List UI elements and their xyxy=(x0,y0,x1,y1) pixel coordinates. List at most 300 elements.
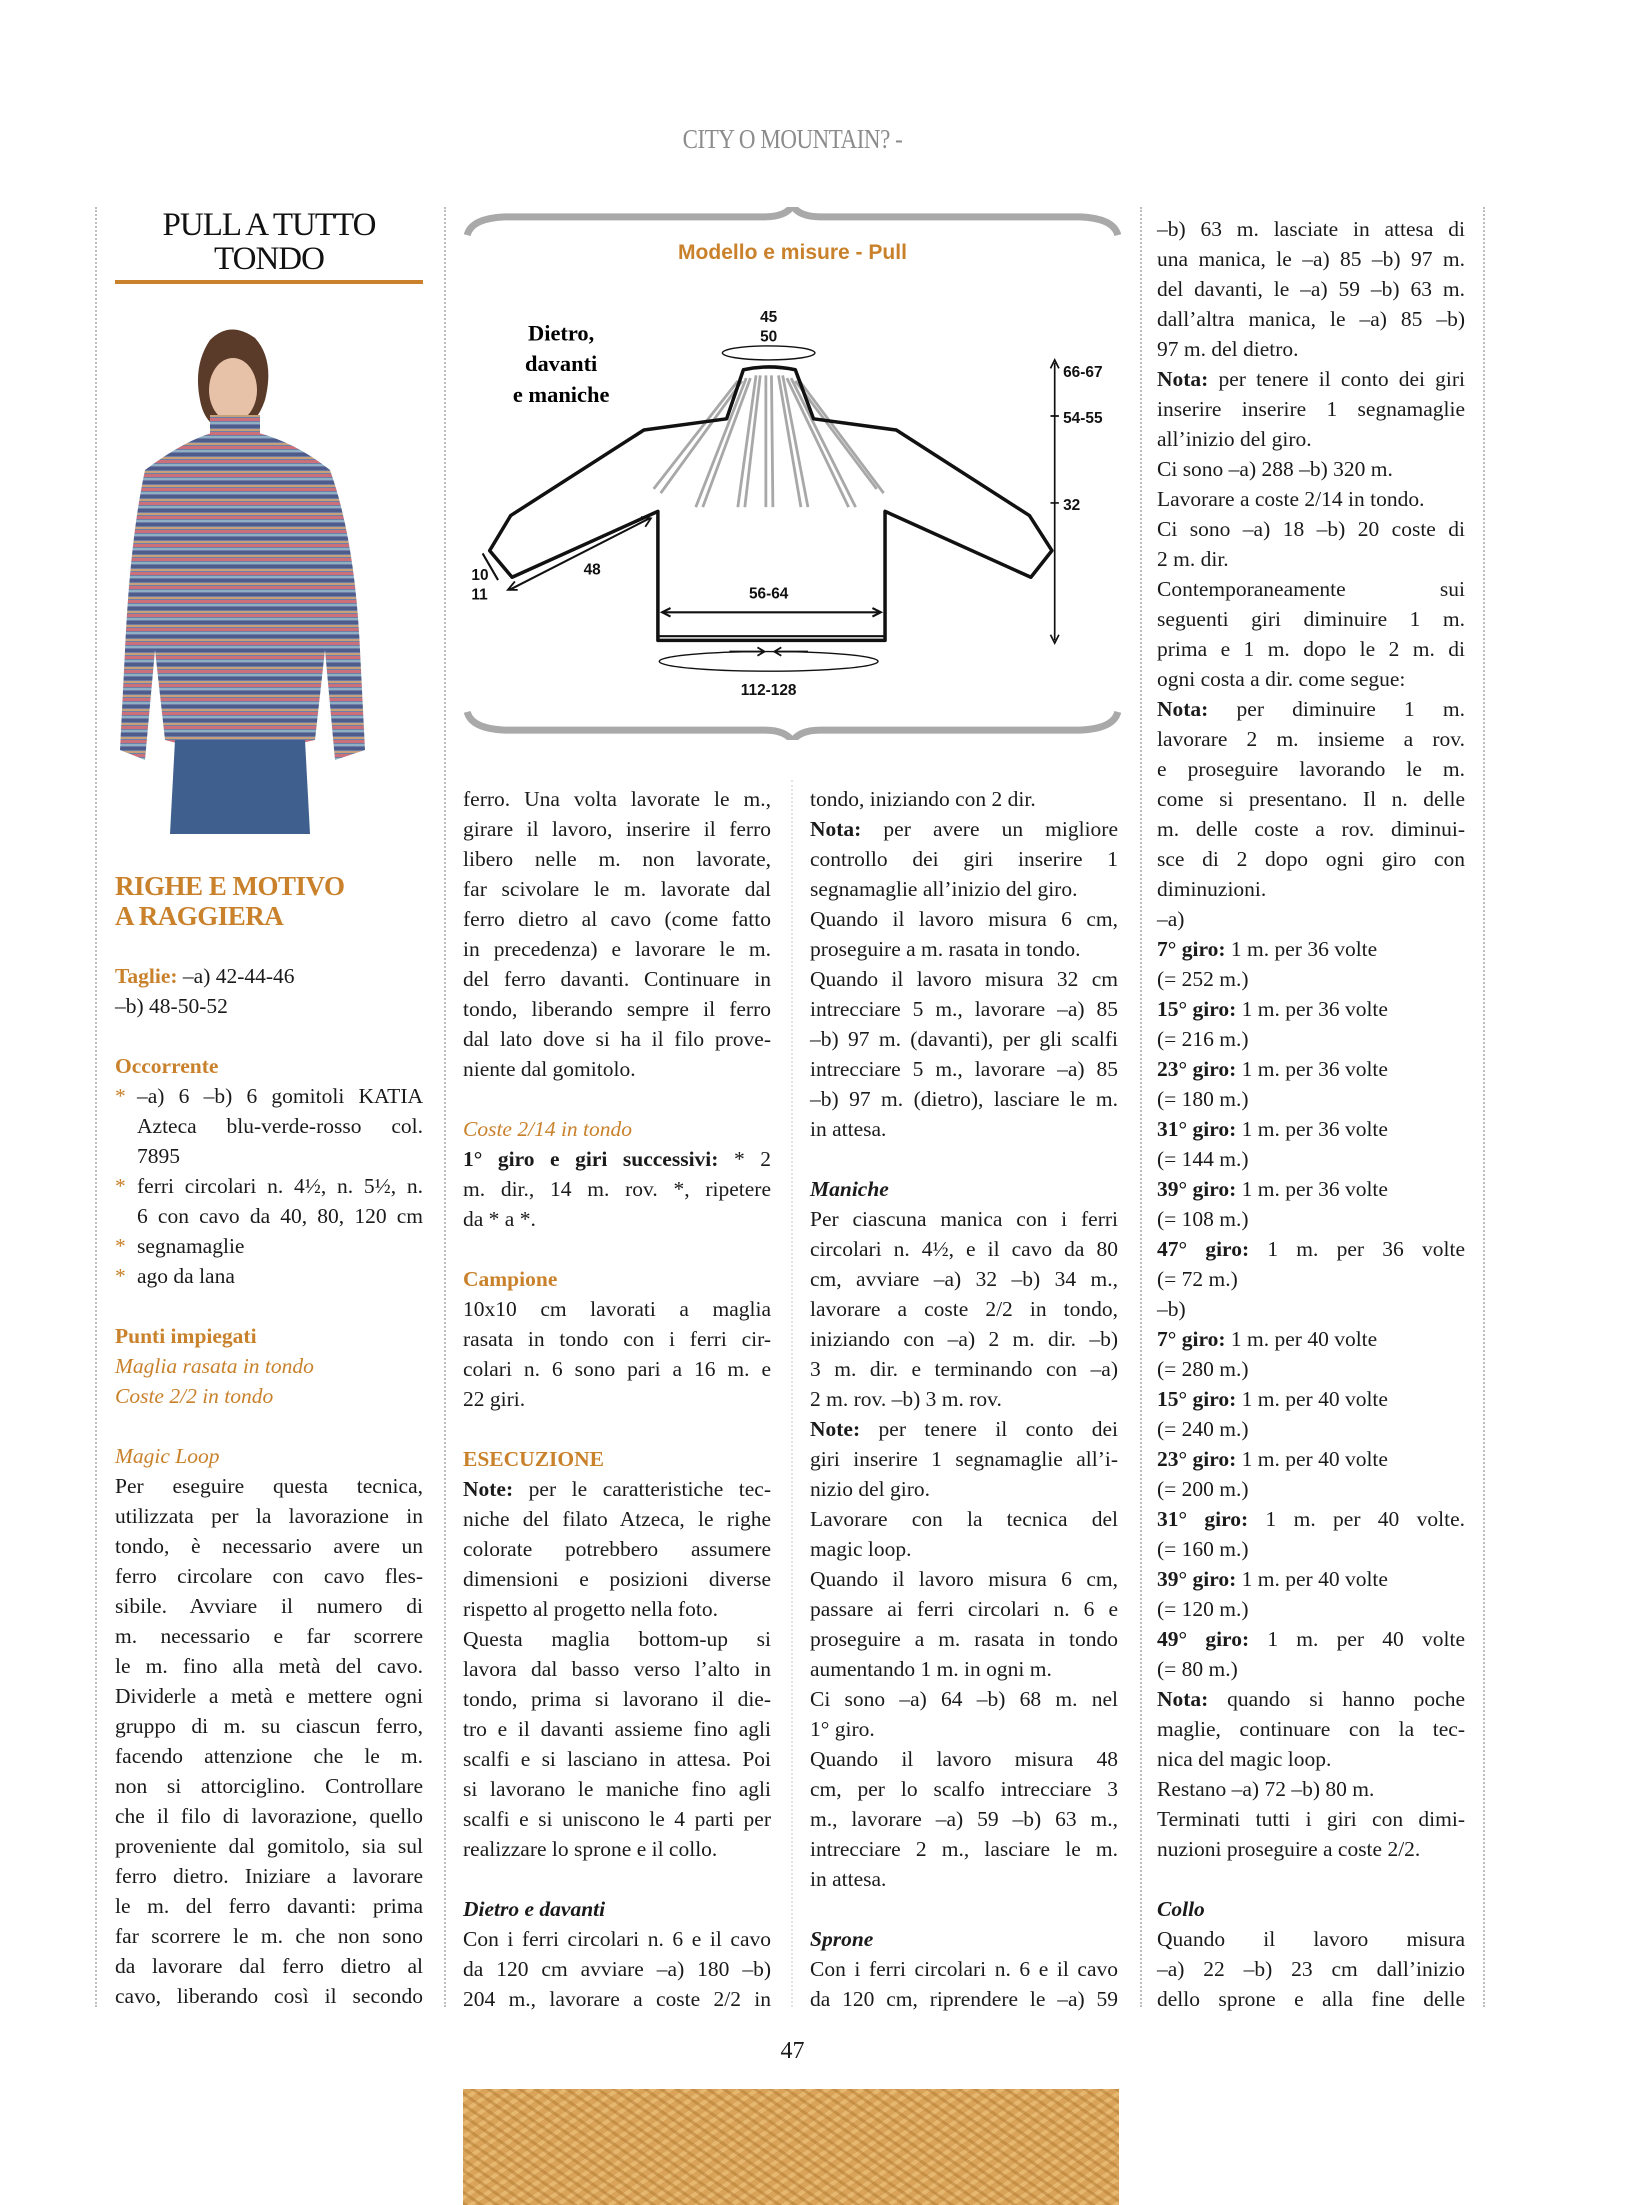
line-text: dimensioni e posizioni diverse xyxy=(463,1567,771,1591)
text-line xyxy=(115,1771,423,1801)
line-text: ferro circolare con cavo fles- xyxy=(115,1564,423,1588)
neck-measure: 50 xyxy=(760,328,778,346)
text-line xyxy=(810,1474,1118,1504)
text-line xyxy=(1157,1144,1465,1174)
text-line xyxy=(115,1471,423,1501)
bold-lead: 15° giro: xyxy=(1157,1387,1237,1411)
line-text: ferro dietro al cavo (come fatto xyxy=(463,907,771,931)
text-line xyxy=(463,1714,771,1744)
bold-lead: Nota: xyxy=(1157,1687,1209,1711)
line-text: del davanti, le –a) 59 –b) 63 m. xyxy=(1157,277,1465,301)
text-line xyxy=(1157,1234,1465,1264)
sleeve-measure: 48 xyxy=(583,561,601,579)
text-line xyxy=(463,1024,771,1054)
line-text: che il filo di lavorazione, quello xyxy=(115,1804,423,1828)
text-line xyxy=(1157,1924,1465,1954)
bold-lead: 7° giro: xyxy=(1157,1327,1226,1351)
text-line xyxy=(115,1801,423,1831)
bold-lead: 15° giro: xyxy=(1157,997,1237,1021)
line-text: (= 180 m.) xyxy=(1157,1087,1249,1111)
text-line xyxy=(1157,784,1465,814)
text-line xyxy=(463,1384,771,1414)
cuff-measure: 11 xyxy=(471,586,488,604)
text-line xyxy=(810,1264,1118,1294)
line-text: 1 m. per 36 volte xyxy=(1236,1057,1388,1081)
text-line xyxy=(463,784,771,814)
line-text: Ci sono –a) 18 –b) 20 coste di xyxy=(1157,517,1465,541)
text-line xyxy=(1157,814,1465,844)
text-line xyxy=(1157,1324,1465,1354)
line-text: si lavorano le maniche fino agli xyxy=(463,1777,771,1801)
line-text: Per ciascuna manica con i ferri xyxy=(810,1207,1118,1231)
subheading xyxy=(810,1174,1118,1204)
text-line xyxy=(810,904,1118,934)
line-text: (= 200 m.) xyxy=(1157,1477,1249,1501)
yoke-rays xyxy=(654,375,884,507)
line-text: –b) 63 m. lasciate in attesa di xyxy=(1157,217,1465,241)
line-text: cm, avviare –a) 32 –b) 34 m., xyxy=(810,1267,1118,1291)
line-text: proseguire a m. rasata in tondo xyxy=(810,1627,1118,1651)
text-line xyxy=(463,1204,771,1234)
line-text: (= 252 m.) xyxy=(1157,967,1249,991)
text-line xyxy=(810,1624,1118,1654)
line-text: come si presentano. Il n. delle xyxy=(1157,787,1465,811)
text-line xyxy=(1157,1264,1465,1294)
bold-lead: Nota: xyxy=(810,817,862,841)
subheading xyxy=(810,1924,1118,1954)
line-text: per tenere il conto dei giri xyxy=(1208,367,1465,391)
text-line xyxy=(810,1714,1118,1744)
bullet-asterisk-icon: * xyxy=(115,1174,126,1198)
text-line xyxy=(1157,754,1465,784)
text-line xyxy=(810,1054,1118,1084)
text-line xyxy=(810,1984,1118,2014)
text-line xyxy=(1157,1804,1465,1834)
diagram-label: e maniche xyxy=(512,381,610,407)
text-line xyxy=(810,1774,1118,1804)
diagram-label: Dietro, xyxy=(528,320,595,346)
line-text: (= 280 m.) xyxy=(1157,1357,1249,1381)
line-text: scalfi e si uniscono le 4 parti per xyxy=(463,1807,771,1831)
line-text: –b) 97 m. (davanti), per gli scalfi xyxy=(810,1027,1118,1051)
bold-lead: Note: xyxy=(463,1477,514,1501)
line-text: 1 m. per 40 volte. xyxy=(1248,1507,1465,1531)
text-line xyxy=(1157,1414,1465,1444)
line-text: –b) 97 m. (dietro), lasciare le m. xyxy=(810,1087,1118,1111)
line-text: ferro dietro. Iniziare a lavorare xyxy=(115,1864,423,1888)
line-text: Collo xyxy=(1157,1897,1205,1921)
text-line xyxy=(463,964,771,994)
text-line xyxy=(463,1954,771,1984)
text-line xyxy=(115,1531,423,1561)
bullet-asterisk-icon: * xyxy=(115,1264,126,1288)
line-text: gruppo di m. su ciascun ferro, xyxy=(115,1714,423,1738)
line-text: non si attorciglino. Controllare xyxy=(115,1774,423,1798)
bold-lead: 49° giro: xyxy=(1157,1627,1250,1651)
text-line xyxy=(115,1951,423,1981)
line-text: ferri circolari n. 4½, n. 5½, n. xyxy=(137,1174,423,1198)
text-line xyxy=(1157,544,1465,574)
spacer xyxy=(463,1414,771,1444)
page-number: 47 xyxy=(780,2038,805,2064)
text-line xyxy=(1157,1474,1465,1504)
subheading xyxy=(463,1894,771,1924)
line-text: passare ai ferri circolari n. 6 e xyxy=(810,1597,1118,1621)
text-line xyxy=(1157,1384,1465,1414)
text-line xyxy=(1157,874,1465,904)
text-line xyxy=(115,1921,423,1951)
line-text: m. dir., 14 m. rov. *, ripetere xyxy=(463,1177,771,1201)
text-line xyxy=(463,1054,771,1084)
line-text: 6 con cavo da 40, 80, 120 cm xyxy=(137,1204,423,1228)
text-line xyxy=(1157,1294,1465,1324)
subheading xyxy=(1157,1894,1465,1924)
text-line xyxy=(115,991,423,1021)
pattern-diagram xyxy=(463,207,1122,740)
line-text: (= 240 m.) xyxy=(1157,1417,1249,1441)
text-line xyxy=(1157,1084,1465,1114)
text-line xyxy=(810,1744,1118,1774)
line-text: Quando il lavoro misura 6 cm, xyxy=(810,1567,1118,1591)
text-line xyxy=(115,1261,423,1291)
line-text: tondo, è necessario avere un xyxy=(115,1534,423,1558)
text-line xyxy=(463,1474,771,1504)
line-text: far scivolare le m. lavorate dal xyxy=(463,877,771,901)
text-line xyxy=(810,1354,1118,1384)
text-line xyxy=(115,1681,423,1711)
text-line xyxy=(810,1384,1118,1414)
spacer xyxy=(463,1864,771,1894)
line-text: Coste 2/14 in tondo xyxy=(463,1117,633,1141)
text-line xyxy=(810,994,1118,1024)
title-line: PULL A TUTTO xyxy=(162,207,376,243)
line-text: m. necessario e far scorrere xyxy=(115,1624,423,1648)
line-text: realizzare lo sprone e il collo. xyxy=(463,1837,718,1861)
text-line xyxy=(1157,1564,1465,1594)
line-text: ago da lana xyxy=(137,1264,235,1288)
text-line xyxy=(1157,604,1465,634)
text-line xyxy=(1157,1534,1465,1564)
spacer xyxy=(115,1021,423,1051)
line-text: diminuzioni. xyxy=(1157,877,1267,901)
text-line xyxy=(463,1774,771,1804)
line-text: (= 80 m.) xyxy=(1157,1657,1238,1681)
line-text: Lavorare a coste 2/14 in tondo. xyxy=(1157,487,1425,511)
text-line xyxy=(810,1834,1118,1864)
text-line xyxy=(115,1741,423,1771)
line-text: Restano –a) 72 –b) 80 m. xyxy=(1157,1777,1375,1801)
text-line xyxy=(1157,1504,1465,1534)
text-column-1 xyxy=(115,871,423,2011)
spacer xyxy=(115,1291,423,1321)
line-text: proseguire a m. rasata in tondo. xyxy=(810,937,1081,961)
text-line xyxy=(810,874,1118,904)
line-text: seguenti giri diminuire 1 m. xyxy=(1157,607,1465,631)
text-line xyxy=(1157,1444,1465,1474)
text-line xyxy=(115,1861,423,1891)
line-text: in attesa. xyxy=(810,1117,887,1141)
section-heading xyxy=(463,1264,771,1294)
line-text: colorate potrebbero assumere xyxy=(463,1537,771,1561)
line-text: segnamaglie xyxy=(137,1234,245,1258)
neck-ellipse xyxy=(722,346,815,360)
line-text: Con i ferri circolari n. 6 e il cavo xyxy=(810,1957,1118,1981)
line-text: Occorrente xyxy=(115,1054,219,1078)
text-line xyxy=(463,1684,771,1714)
bold-lead: 23° giro: xyxy=(1157,1057,1237,1081)
line-text: (= 72 m.) xyxy=(1157,1267,1238,1291)
text-line xyxy=(115,1501,423,1531)
text-line xyxy=(1157,994,1465,1024)
line-text: tro e il davanti assieme fino agli xyxy=(463,1717,771,1741)
line-text: * 2 xyxy=(718,1147,771,1171)
text-line xyxy=(115,961,423,991)
text-line xyxy=(810,1954,1118,1984)
line-text: 2 m. rov. –b) 3 m. rov. xyxy=(810,1387,1002,1411)
bold-lead: 7° giro: xyxy=(1157,937,1226,961)
bold-lead: Nota: xyxy=(1157,367,1209,391)
line-text: 22 giri. xyxy=(463,1387,526,1411)
text-line xyxy=(810,1084,1118,1114)
text-line xyxy=(463,1144,771,1174)
line-text: facendo attenzione che le m. xyxy=(115,1744,423,1768)
text-line xyxy=(810,1114,1118,1144)
spacer xyxy=(463,1234,771,1264)
line-text: –a) 42-44-46 xyxy=(177,964,295,988)
line-text: le m. fino alla metà del cavo. xyxy=(115,1654,423,1678)
text-line xyxy=(810,1804,1118,1834)
line-text: aumentando 1 m. in ogni m. xyxy=(810,1657,1052,1681)
text-line xyxy=(1157,1054,1465,1084)
text-line xyxy=(810,1654,1118,1684)
text-line xyxy=(115,1231,423,1261)
line-text: ferro. Una volta lavorate le m., xyxy=(463,787,771,811)
text-line xyxy=(115,1651,423,1681)
line-text: Punti impiegati xyxy=(115,1324,257,1348)
text-line xyxy=(1157,1954,1465,1984)
text-line xyxy=(1157,574,1465,604)
text-line xyxy=(463,844,771,874)
line-text: Campione xyxy=(463,1267,558,1291)
bold-lead: 1° giro e giri successivi: xyxy=(463,1147,719,1171)
text-line xyxy=(463,1294,771,1324)
line-text: 1 m. per 40 volte xyxy=(1236,1447,1388,1471)
knit-texture-image xyxy=(463,2089,1119,2205)
text-line xyxy=(463,904,771,934)
text-line xyxy=(1157,1774,1465,1804)
line-text: 204 m., lavorare a coste 2/2 in xyxy=(463,1987,771,2011)
column-divider xyxy=(1140,207,1142,2007)
bold-lead: 39° giro: xyxy=(1157,1177,1237,1201)
text-line xyxy=(1157,1204,1465,1234)
text-line xyxy=(810,1534,1118,1564)
text-line xyxy=(810,784,1118,814)
text-line xyxy=(1157,904,1465,934)
model-photo xyxy=(115,320,367,834)
text-line xyxy=(115,1171,423,1201)
line-text: –a) xyxy=(1157,907,1185,931)
line-text: (= 144 m.) xyxy=(1157,1147,1249,1171)
line-text: intrecciare 5 m., lavorare –a) 85 xyxy=(810,997,1118,1021)
text-line xyxy=(1157,454,1465,484)
line-text: Coste 2/2 in tondo xyxy=(115,1384,274,1408)
spacer xyxy=(1157,1864,1465,1894)
line-text: girare il lavoro, inserire il ferro xyxy=(463,817,771,841)
text-line xyxy=(810,1864,1118,1894)
section-heading xyxy=(115,1051,423,1081)
text-line xyxy=(1157,1654,1465,1684)
line-text: cm, per lo scalfo intrecciare 3 xyxy=(810,1777,1118,1801)
text-line xyxy=(810,964,1118,994)
line-text: utilizzata per la lavorazione in xyxy=(115,1504,423,1528)
text-line xyxy=(463,1984,771,2014)
spacer xyxy=(463,1084,771,1114)
text-line xyxy=(115,1891,423,1921)
subheading xyxy=(463,1114,771,1144)
line-text: Ci sono –a) 64 –b) 68 m. nel xyxy=(810,1687,1118,1711)
line-text: Per eseguire questa tecnica, xyxy=(115,1474,423,1498)
bottom-brace xyxy=(467,712,1118,740)
text-line xyxy=(115,1591,423,1621)
line-text: Quando il lavoro misura 48 xyxy=(810,1747,1118,1771)
line-text: magic loop. xyxy=(810,1537,912,1561)
spacer xyxy=(115,931,423,961)
line-text: (= 108 m.) xyxy=(1157,1207,1249,1231)
line-text: Quando il lavoro misura 32 cm xyxy=(810,967,1118,991)
line-text: niche del filato Atzeca, le righe xyxy=(463,1507,771,1531)
text-line xyxy=(115,1981,423,2011)
line-text: prima e 1 m. dopo le 2 m. di xyxy=(1157,637,1465,661)
line-text: segnamaglie all’inizio del giro. xyxy=(810,877,1078,901)
text-line xyxy=(810,1294,1118,1324)
text-line xyxy=(463,814,771,844)
section-heading xyxy=(463,1444,771,1474)
line-text: le m. del ferro davanti: prima xyxy=(115,1894,423,1918)
text-line xyxy=(1157,304,1465,334)
column-divider xyxy=(1483,207,1485,2007)
text-line xyxy=(115,1141,423,1171)
text-line xyxy=(1157,1594,1465,1624)
line-text: 97 m. del dietro. xyxy=(1157,337,1299,361)
text-line xyxy=(1157,1834,1465,1864)
bold-lead: 39° giro: xyxy=(1157,1567,1237,1591)
line-text: (= 160 m.) xyxy=(1157,1537,1249,1561)
line-text: far scorrere le m. che non sono xyxy=(115,1924,423,1948)
line-text: da * a *. xyxy=(463,1207,536,1231)
line-text: del ferro davanti. Continuare in xyxy=(463,967,771,991)
line-text: Quando il lavoro misura xyxy=(1157,1927,1465,1951)
height-yoke-measure: 54-55 xyxy=(1063,410,1103,428)
text-line xyxy=(1157,1984,1465,2014)
line-text: per diminuire 1 m. xyxy=(1208,697,1465,721)
line-text: Lavorare con la tecnica del xyxy=(810,1507,1118,1531)
line-text: dello sprone e alla fine delle xyxy=(1157,1987,1465,2011)
top-brace xyxy=(467,207,1118,235)
text-line xyxy=(1157,664,1465,694)
line-text: per tenere il conto dei xyxy=(860,1417,1118,1441)
line-text: (= 216 m.) xyxy=(1157,1027,1249,1051)
line-text: 2 m. dir. xyxy=(1157,547,1229,571)
text-line xyxy=(810,1594,1118,1624)
line-text: controllo dei giri inserire 1 xyxy=(810,847,1118,871)
line-text: scalfi e si lasciano in attesa. Poi xyxy=(463,1747,771,1771)
line-text: 1 m. per 40 volte xyxy=(1236,1567,1388,1591)
line-text: –b) xyxy=(1157,1297,1186,1321)
bold-lead: 47° giro: xyxy=(1157,1237,1250,1261)
section-heading xyxy=(115,901,423,931)
text-line xyxy=(1157,1024,1465,1054)
text-line xyxy=(463,1504,771,1534)
line-text: tondo, liberando sempre il ferro xyxy=(463,997,771,1021)
text-line xyxy=(1157,694,1465,724)
line-text: m., lavorare –a) 59 –b) 63 m., xyxy=(810,1807,1118,1831)
hem-ellipse xyxy=(659,652,878,672)
text-line xyxy=(463,1624,771,1654)
article-title xyxy=(115,208,423,276)
line-text: 1 m. per 40 volte xyxy=(1249,1627,1465,1651)
text-line xyxy=(810,814,1118,844)
bold-lead: Note: xyxy=(810,1417,861,1441)
text-line xyxy=(115,1561,423,1591)
line-text: in precedenza) e lavorare le m. xyxy=(463,937,771,961)
text-line xyxy=(1157,274,1465,304)
line-text: niente dal gomitolo. xyxy=(463,1057,636,1081)
line-text: 1 m. per 36 volte xyxy=(1236,997,1388,1021)
line-text: per avere un migliore xyxy=(861,817,1118,841)
title-line: TONDO xyxy=(214,241,324,277)
spacer xyxy=(115,1411,423,1441)
text-line xyxy=(810,1414,1118,1444)
text-line xyxy=(463,934,771,964)
line-text: Dividerle a metà e mettere ogni xyxy=(115,1684,423,1708)
line-text: Terminati tutti i giri con dimi- xyxy=(1157,1807,1465,1831)
text-line xyxy=(463,1594,771,1624)
line-text: colari n. 6 sono pari a 16 m. e xyxy=(463,1357,771,1381)
text-line xyxy=(810,1024,1118,1054)
line-text: nizio del giro. xyxy=(810,1477,931,1501)
line-text: per le caratteristiche tec- xyxy=(513,1477,771,1501)
bullet-asterisk-icon: * xyxy=(115,1084,126,1108)
text-line xyxy=(463,1324,771,1354)
line-text: in attesa. xyxy=(810,1867,887,1891)
text-line xyxy=(463,1744,771,1774)
text-column-2 xyxy=(463,784,771,2014)
line-text: intrecciare 2 m., lasciare le m. xyxy=(810,1837,1118,1861)
line-text: Ci sono –a) 288 –b) 320 m. xyxy=(1157,457,1393,481)
line-text: da lavorare dal ferro dietro al xyxy=(115,1954,423,1978)
text-line xyxy=(1157,1684,1465,1714)
text-line xyxy=(115,1621,423,1651)
text-line xyxy=(1157,1354,1465,1384)
line-text: 10x10 cm lavorati a maglia xyxy=(463,1297,771,1321)
column-divider xyxy=(791,780,793,2007)
line-text: ESECUZIONE xyxy=(463,1447,604,1471)
text-line xyxy=(810,1504,1118,1534)
text-line xyxy=(810,1204,1118,1234)
text-line xyxy=(1157,1114,1465,1144)
text-line xyxy=(463,1354,771,1384)
text-line xyxy=(463,1174,771,1204)
line-text: dal lato dove si ha il filo prove- xyxy=(463,1027,771,1051)
text-line xyxy=(115,1111,423,1141)
text-line xyxy=(810,1324,1118,1354)
text-line xyxy=(1157,1744,1465,1774)
line-text: dall’altra manica, le –a) 85 –b) xyxy=(1157,307,1465,331)
line-text: quando si hanno poche xyxy=(1208,1687,1465,1711)
text-line xyxy=(1157,424,1465,454)
text-line xyxy=(115,1081,423,1111)
spacer xyxy=(810,1144,1118,1174)
